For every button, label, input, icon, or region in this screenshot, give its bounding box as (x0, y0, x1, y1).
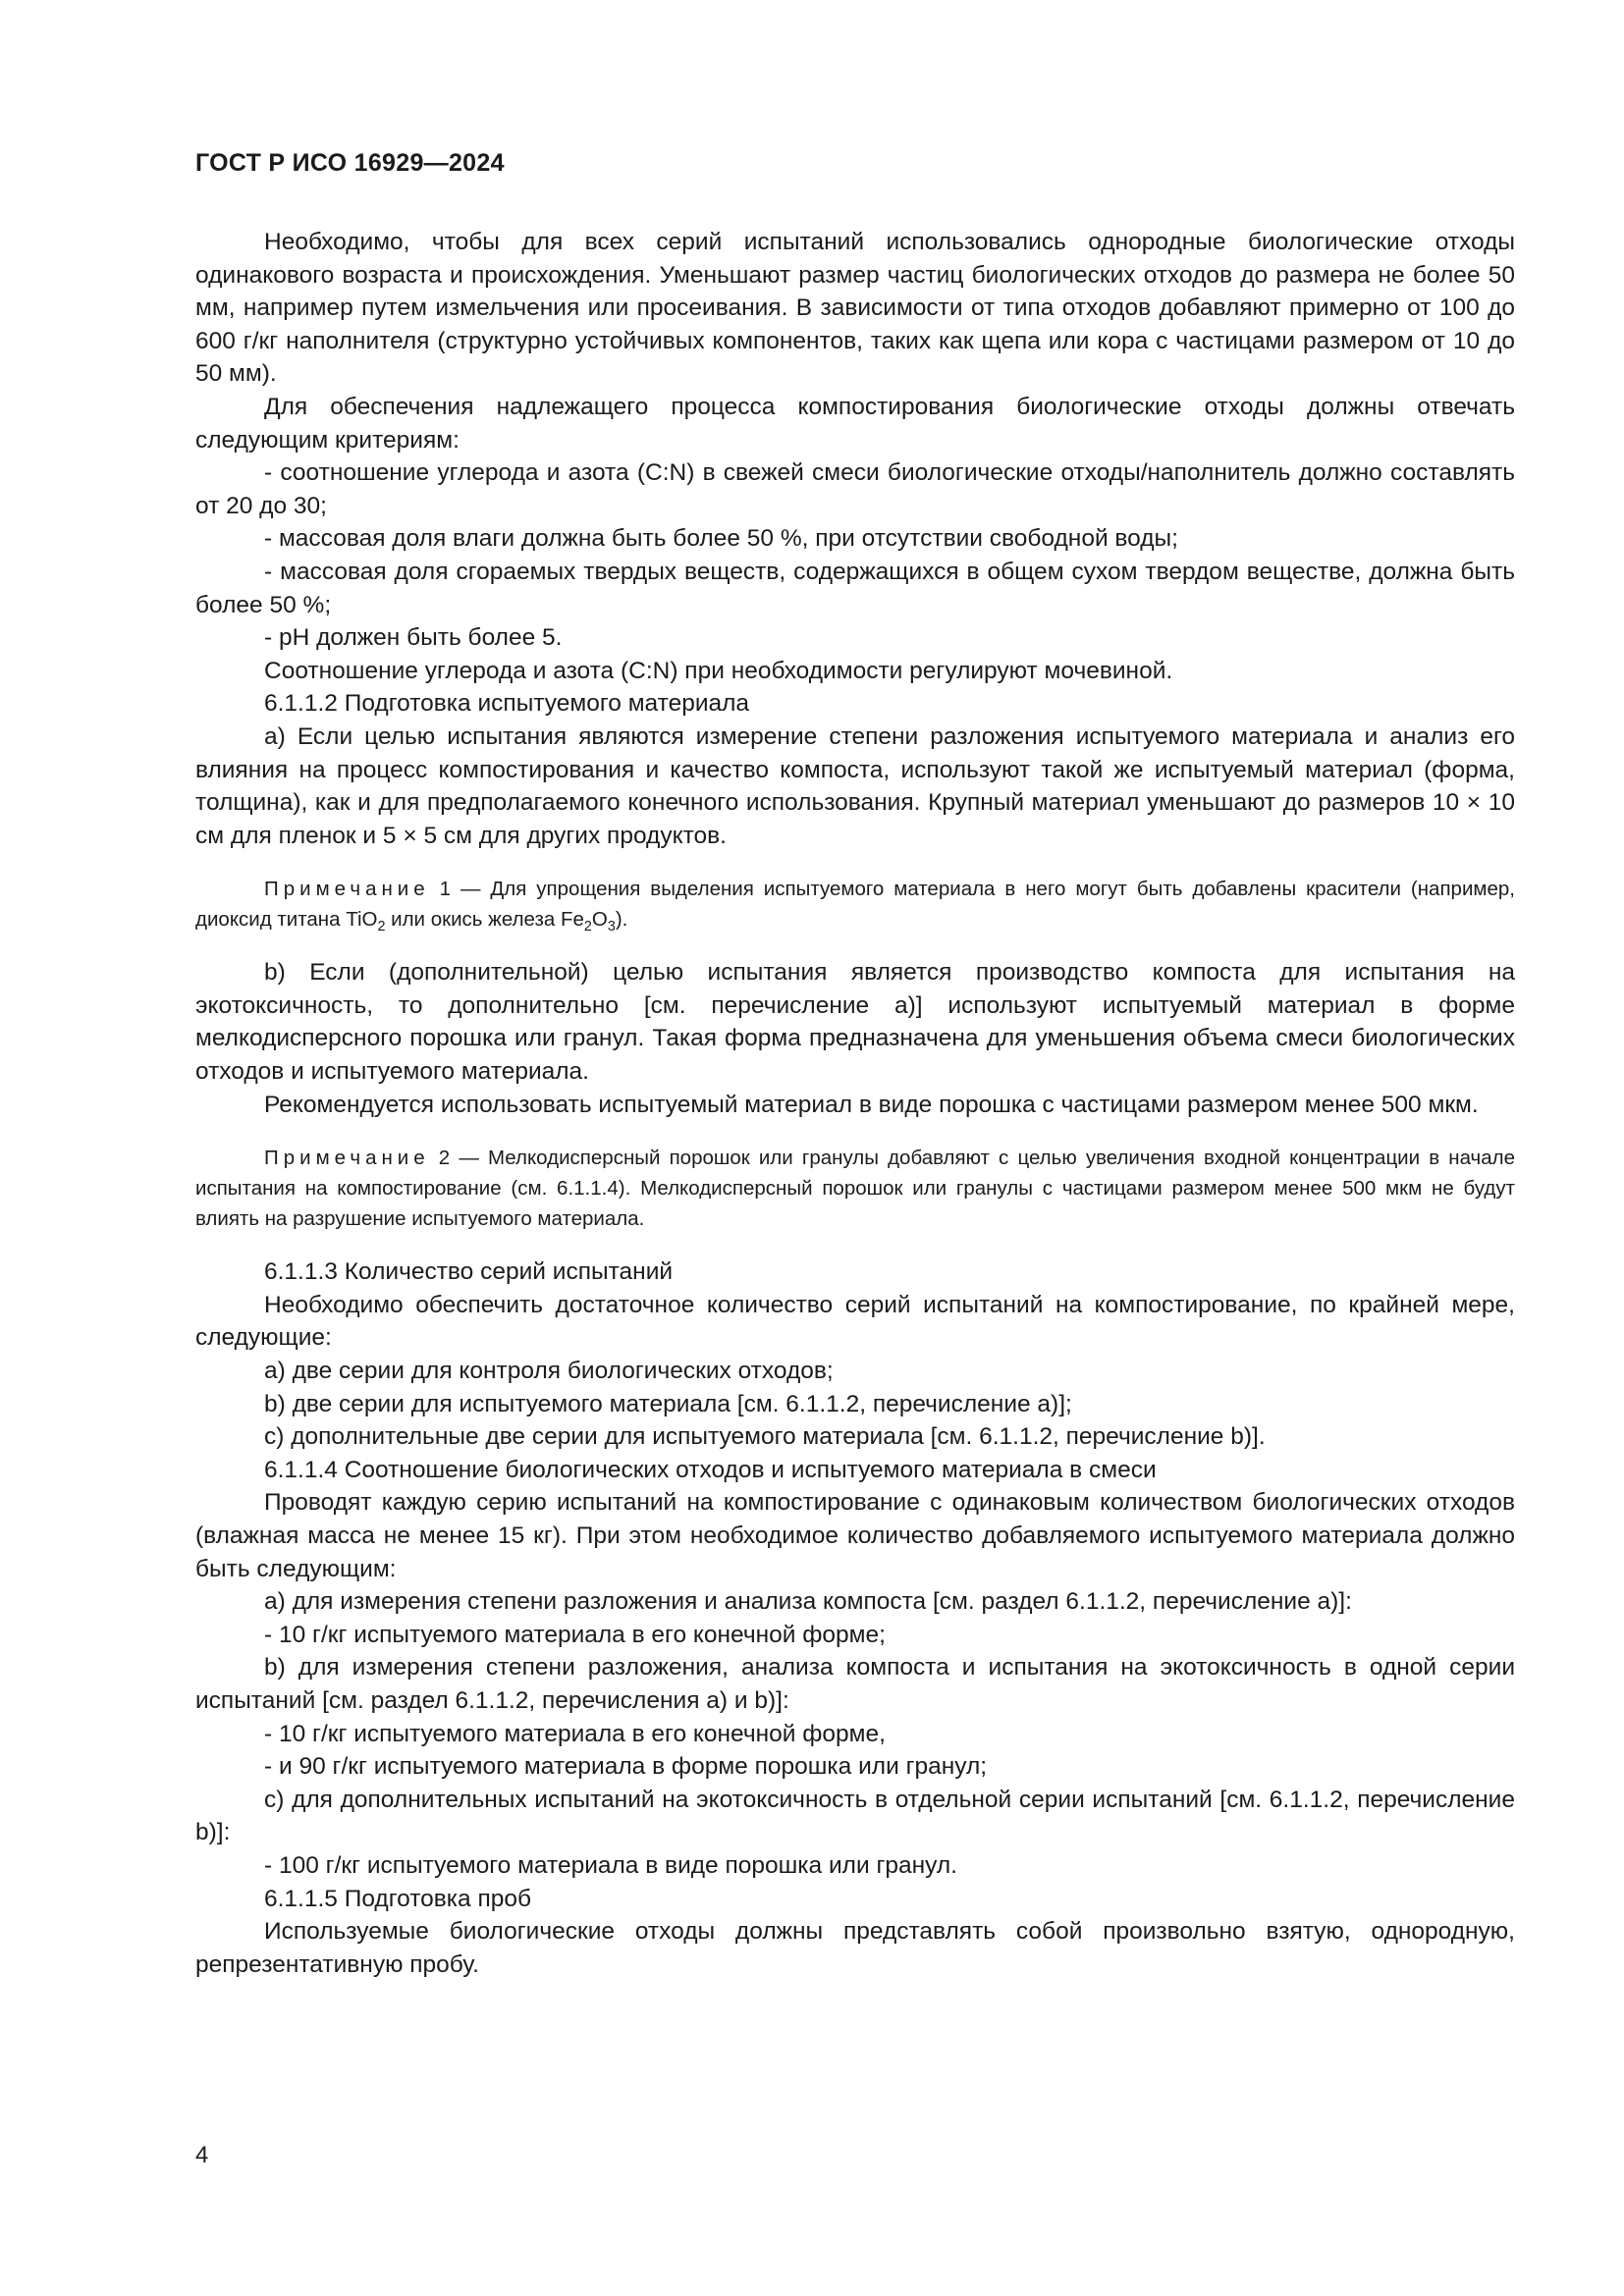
note-number: 1 (439, 878, 452, 901)
list-item: - 10 г/кг испытуемого материала в его конечной форме, (264, 1720, 886, 1747)
document-header: ГОСТ Р ИСО 16929—2024 (195, 149, 505, 177)
list-item: - 10 г/кг испытуемого материала в его конечной форме; (264, 1621, 886, 1648)
paragraph: Для обеспечения надлежащего процесса компостирования биологические отходы должны отвечать следующим критериям: (195, 393, 1515, 454)
note-2: Примечание 2 — Мелкодисперсный порошок или гранулы добавляют с целью увеличения входной концентрации в начале испытания на компостирование (см. 6.1.1.4). Мелкодисперсный порошок или гранулы с частицами размером менее 500 мкм не будут влиять на разрушение испытуемого материала. (195, 1147, 1515, 1231)
list-item: c) дополнительные две серии для испытуемого материала [см. 6.1.1.2, перечисление b)]. (264, 1423, 1266, 1451)
section-heading: 6.1.1.2 Подготовка испытуемого материала (264, 690, 750, 718)
list-item: a) для измерения степени разложения и анализа компоста [см. раздел 6.1.1.2, перечисление a)]: (264, 1588, 1352, 1616)
list-item: - и 90 г/кг испытуемого материала в форме порошка или гранул; (264, 1753, 988, 1781)
paragraph: Проводят каждую серию испытаний на компостирование с одинаковым количеством биологических отходов (влажная масса не менее 15 кг). При этом необходимое количество добавляемого испытуемого материала должно быть следующим: (195, 1489, 1515, 1582)
list-item: b) для измерения степени разложения, анализа компоста и испытания на экотоксичность в одной серии испытаний [см. раздел 6.1.1.2, перечисления a) и b)]: (195, 1654, 1515, 1714)
section-heading: 6.1.1.3 Количество серий испытаний (264, 1258, 674, 1286)
list-item: b) Если (дополнительной) целью испытания является производство компоста для испытания на экотоксичность, то дополнительно [см. перечисление a)] используют испытуемый материал в форме мелкодисперсного порошка или гранул. Такая форма предназначена для уменьшения объема смеси биологических отходов и испытуемого материала. (195, 959, 1515, 1086)
document-body (195, 226, 1515, 1981)
note-label: Примечание (264, 878, 430, 901)
paragraph: Используемые биологические отходы должны представлять собой произвольно взятую, однородную, репрезентативную пробу. (195, 1918, 1515, 1978)
note-number: 2 (438, 1147, 451, 1170)
list-item: a) Если целью испытания являются измерение степени разложения испытуемого материала и анализ его влияния на процесс компостирования и качество компоста, используют такой же испытуемый материал (форма, толщина), как и для предполагаемого конечного использования. Крупный материал уменьшают до размеров 10 × 10 см для пленок и 5 × 5 см для других продуктов. (195, 722, 1515, 849)
note-label: Примечание (264, 1147, 430, 1170)
note-1: Примечание 1 — Для упрощения выделения испытуемого материала в него могут быть добавлены красители (например, диоксид титана TiO$_2$ или окись железа $Fe_2O_3$). (195, 878, 1515, 935)
page-number: 4 (195, 2142, 209, 2168)
list-item: c) для дополнительных испытаний на экотоксичность в отдельной серии испытаний [см. 6.1.1.2, перечисление b)]: (195, 1786, 1515, 1846)
list-item: - массовая доля влаги должна быть более 50 %, при отсутствии свободной воды; (264, 525, 1178, 553)
list-item: - 100 г/кг испытуемого материала в виде порошка или гранул. (264, 1851, 957, 1879)
list-item: b) две серии для испытуемого материала [см. 6.1.1.2, перечисление a)]; (264, 1390, 1072, 1417)
section-heading: 6.1.1.5 Подготовка проб (264, 1885, 532, 1912)
paragraph: Необходимо обеспечить достаточное количество серий испытаний на компостирование, по крайней мере, следующие: (195, 1291, 1515, 1352)
list-item: a) две серии для контроля биологических отходов; (264, 1358, 834, 1385)
list-item: - массовая доля сгораемых твердых веществ, содержащихся в общем сухом твердом веществе, должна быть более 50 %; (195, 558, 1515, 618)
list-item: - pH должен быть более 5. (264, 624, 563, 652)
list-item: - соотношение углерода и азота (C:N) в свежей смеси биологические отходы/наполнитель должно составлять от 20 до 30; (195, 459, 1515, 519)
section-heading: 6.1.1.4 Соотношение биологических отходов и испытуемого материала в смеси (264, 1456, 1157, 1483)
paragraph: Соотношение углерода и азота (C:N) при необходимости регулируют мочевиной. (264, 657, 1173, 684)
paragraph: Необходимо, чтобы для всех серий испытаний использовались однородные биологические отходы одинакового возраста и происхождения. Уменьшают размер частиц биологических отходов до размера не более 50 мм, например путем измельчения или просеивания. В зависимости от типа отходов добавляют примерно от 100 до 600 г/кг наполнителя (структурно устойчивых компонентов, таких как щепа или кора с частицами размером от 10 до 50 мм). (195, 229, 1515, 388)
paragraph: Рекомендуется использовать испытуемый материал в виде порошка с частицами размером менее 500 мкм. (264, 1091, 1479, 1118)
